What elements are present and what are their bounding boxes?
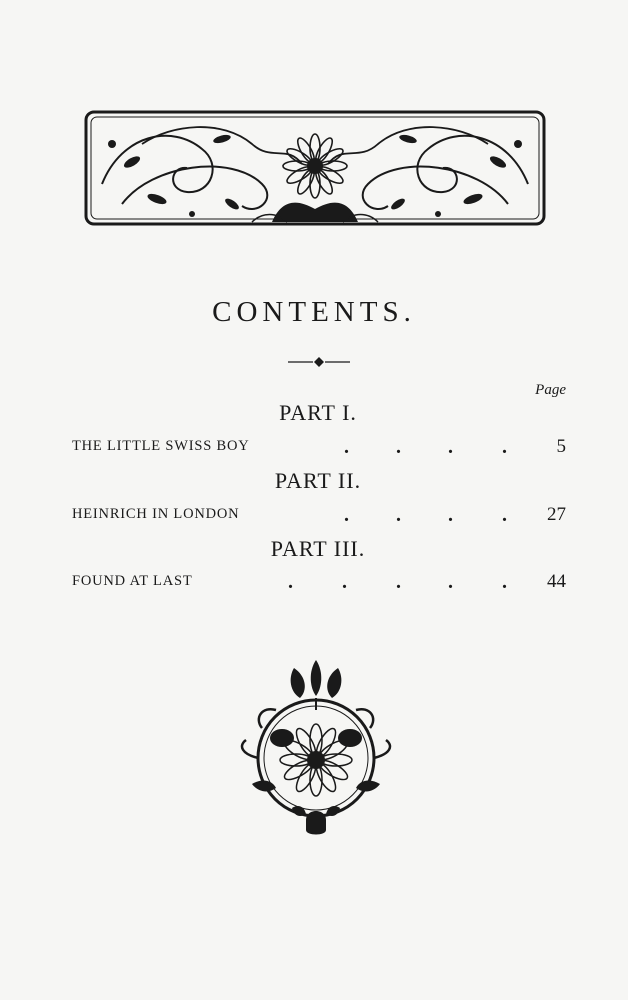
leader-dot: . (396, 436, 401, 458)
entry-page-number: 27 (547, 504, 566, 525)
part-heading: PART I. (279, 400, 357, 425)
leader-dot: . (502, 436, 507, 458)
floral-headpiece-icon (82, 104, 548, 234)
entry-page-number: 44 (547, 571, 566, 592)
leader-dot: . (448, 571, 453, 593)
leader-dot: . (448, 436, 453, 458)
toc-entry[interactable] (72, 504, 566, 528)
part-heading: PART II. (274, 468, 362, 493)
leader-dot: . (396, 571, 401, 593)
floral-tailpiece-icon (232, 658, 400, 840)
leader-dot: . (344, 504, 349, 526)
entry-page-number: 5 (556, 436, 566, 457)
leader-dot: . (288, 571, 293, 593)
page-column-label: Page (535, 382, 566, 398)
diamond-divider-icon (288, 356, 350, 368)
part-heading: PART III. (270, 536, 366, 561)
toc-entry[interactable] (72, 436, 566, 460)
contents-title: CONTENTS. (212, 296, 416, 328)
leader-dot: . (396, 504, 401, 526)
entry-title: THE LITTLE SWISS BOY (72, 438, 250, 454)
entry-title: FOUND AT LAST (72, 573, 193, 589)
toc-entry[interactable] (72, 571, 566, 595)
leader-dot: . (344, 436, 349, 458)
leader-dot: . (448, 504, 453, 526)
leader-dot: . (502, 571, 507, 593)
entry-title: HEINRICH IN LONDON (72, 506, 240, 522)
leader-dot: . (342, 571, 347, 593)
leader-dot: . (502, 504, 507, 526)
